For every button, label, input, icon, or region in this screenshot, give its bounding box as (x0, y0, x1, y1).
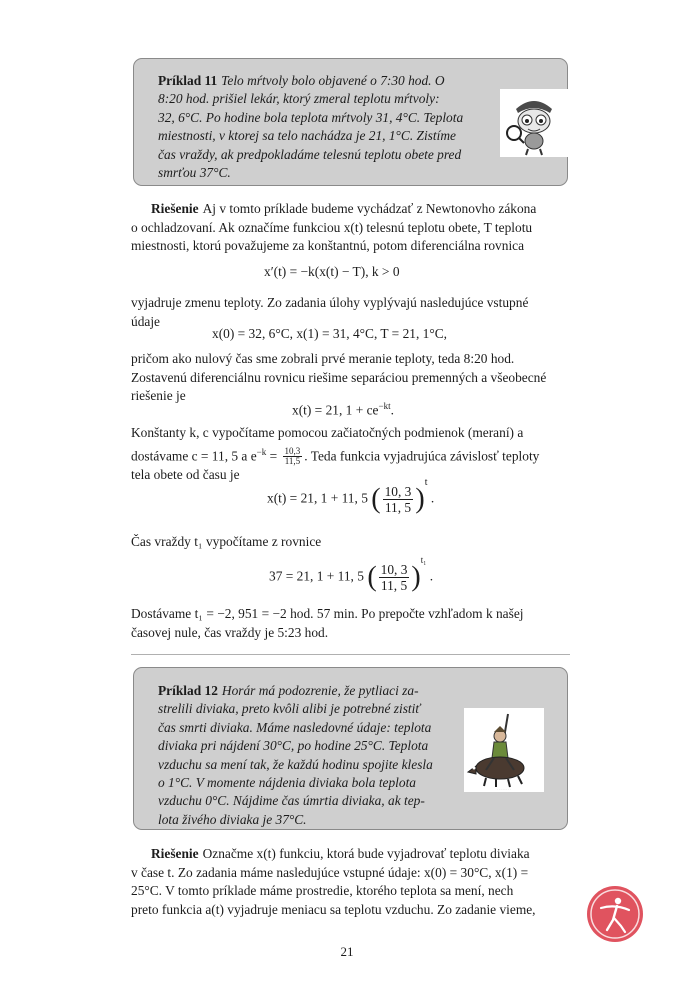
solution-12-paragraph: Riešenie Označme x(t) funkciu, ktorá bude vyjadrovať teplotu diviaka v čase t. Zo zadania máme nasledujúce vstupné údaje: x(0) = 30°C, x(1) = 25°C. V tomto príklade máme prostredie, ktorého teplota sa mení, nech preto funkcia a(t) vyjadruje meniacu sa teplotu vzduchu. Zo zadanie vieme, (131, 846, 536, 917)
solution-11-paragraph-2: vyjadruje zmenu teploty. Zo zadania úlohy vyplývajú nasledujúce vstupné údaje (131, 295, 529, 329)
equation-temperature-function: x(t) = 21, 1 + 11, 5 ( $\frac{10, 3}{11, 5}$ )$^t$ . (267, 477, 435, 515)
solution-11-paragraph-6: Dostávame t₁ = −2, 951 = −2 hod. 57 min. Po prepočte vzhľadom k našej časovej nule, čas vraždy je 5:23 hod. (131, 606, 524, 640)
equation-initial-data: x(0) = 32, 6°C, x(1) = 31, 4°C, T = 21, 1°C, (212, 326, 447, 341)
fraction-inline: $\frac{10,3}{11,5}$ (284, 446, 301, 467)
hunter-boar-illustration (464, 708, 544, 792)
example-11-box (133, 58, 568, 186)
fraction-display: $\frac{10, 3}{11, 5}$ (380, 562, 408, 593)
gymnast-logo-icon (587, 886, 643, 942)
page-number: 21 (340, 944, 354, 959)
section-divider (131, 654, 570, 655)
example-12-text: Príklad 12 Horár má podozrenie, že pytliaci za- strelili diviaka, preto kvôli alibi je potrebné zistiť čas smrti diviaka. Máme nasledovné údaje: teplota diviaka pri nájdení 30°C, po hodine 25°C. Teplota vzduchu sa mení tak, že každú hodinu spojite klesla o 1°C. V momente nájdenia diviaka bola teplota vzduchu 0°C. Nájdime čas úmrtia diviaka, ak tep- lota živého diviaka je 37°C. (158, 683, 433, 827)
example-12-title: Príklad 12 (158, 683, 218, 698)
solution-11-paragraph-3: pričom ako nulový čas sme zobrali prvé meranie teploty, teda 8:20 hod. Zostavenú diferenciálnu rovnicu riešime separáciou premenných a všeobecné riešenie je (131, 351, 547, 403)
solution-11-paragraph-5: Čas vraždy t₁ vypočítame z rovnice (131, 534, 322, 549)
detective-illustration (500, 89, 568, 157)
equation-murder-time: 37 = 21, 1 + 11, 5 ( $\frac{10, 3}{11, 5}$ )$^{t_1}$ . (269, 555, 434, 593)
logo-badge[interactable] (587, 886, 643, 942)
example-11-text: Príklad 11 Telo mŕtvoly bolo objavené o 7:30 hod. O 8:20 hod. prišiel lekár, ktorý zmeral teplotu mŕtvoly: 32, 6°C. Po hodine bola teplota mŕtvoly 31, 4°C. Teplota miestnosti, v ktorej sa telo nachádza je 21, 1°C. Zistíme čas vraždy, ak predpokladáme telesnú teplotu obete pred smrťou 37°C. (158, 73, 464, 181)
equation-ode: x′(t) = −k(x(t) − T), k > 0 (264, 264, 400, 279)
equation-general-solution: x(t) = 21, $1 + ce^{-kt}$. (292, 401, 394, 418)
svg-text:· · · · · · · ·: · · · · · · · · (496, 787, 512, 791)
solution-12-label: Riešenie (151, 846, 199, 861)
example-11-title: Príklad 11 (158, 73, 218, 88)
fraction-display: $\frac{10, 3}{11, 5}$ (384, 484, 412, 515)
solution-11-paragraph-4: Konštanty k, c vypočítame pomocou začiatočných podmienok (meraní) a dostávame c = 11, 5 a $e^{-k}$ = $\frac{10,3}{11,5}$ . Teda funkcia vyjadrujúca závislosť teploty tela obete od času je (131, 425, 540, 483)
solution-11-label: Riešenie (151, 201, 199, 216)
example-12-box (133, 667, 568, 830)
solution-11-paragraph-1: Riešenie Aj v tomto príklade budeme vychádzať z Newtonovho zákona o ochladzovaní. Ak označíme funkciou x(t) telesnú teplotu obete, T teplotu miestnosti, ktorú považujeme za konštantnú, potom diferenciálna rovnica (131, 201, 537, 253)
